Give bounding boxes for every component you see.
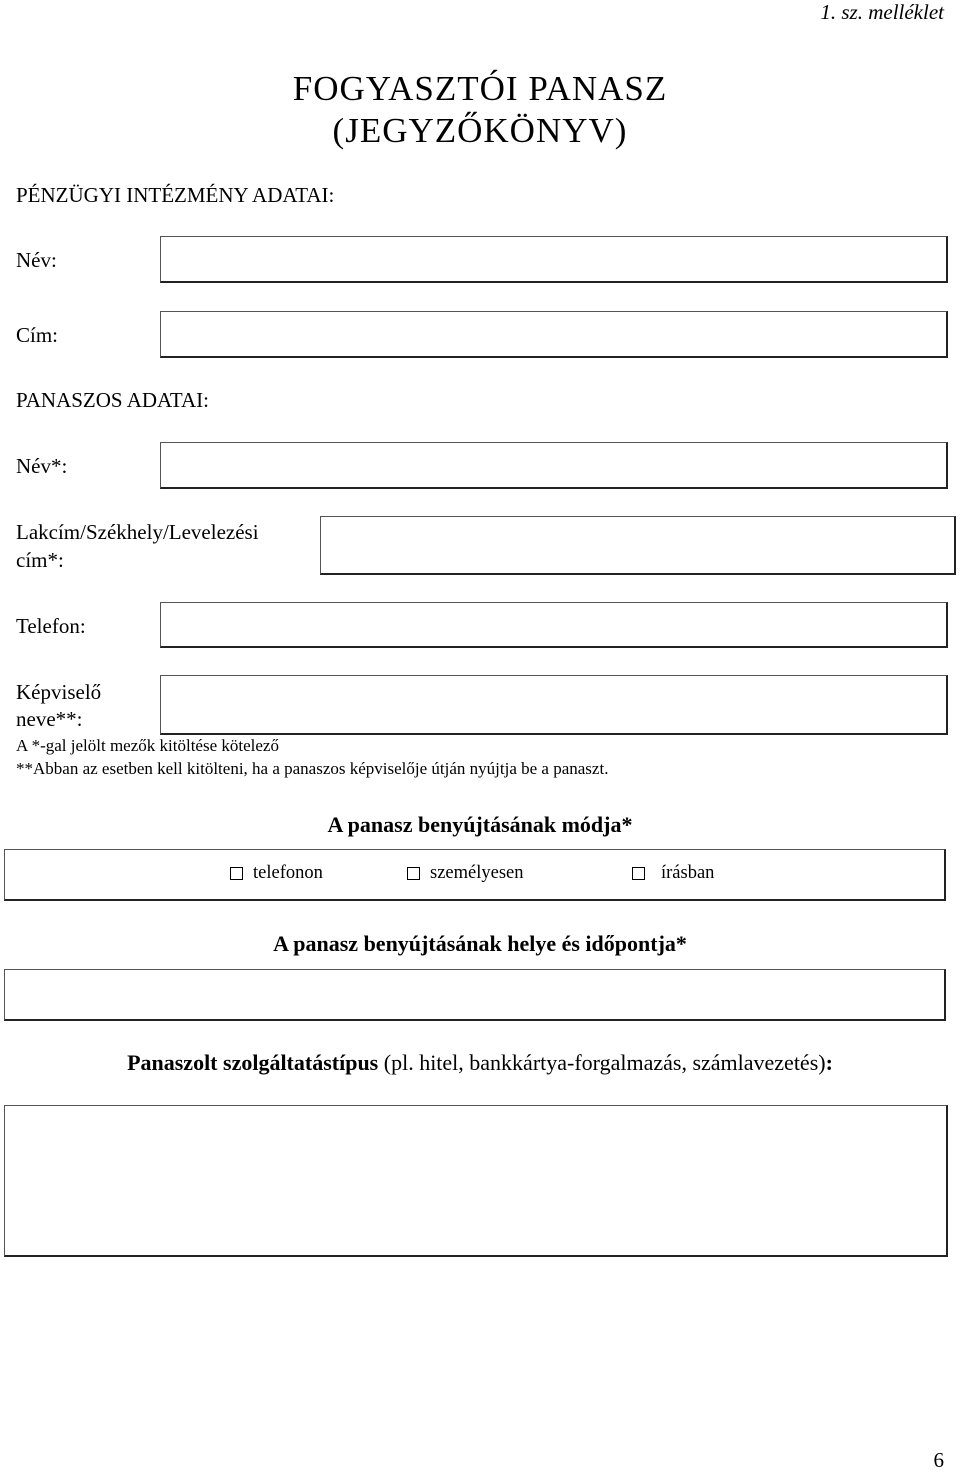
document-title: FOGYASZTÓI PANASZ <box>292 69 668 108</box>
document-subtitle: (JEGYZŐKÖNYV) <box>332 111 628 150</box>
option-phone[interactable] <box>230 863 323 884</box>
institution-name-label: Név: <box>16 248 57 272</box>
institution-section-title: PÉNZÜGYI INTÉZMÉNY ADATAI: <box>16 183 335 207</box>
service-type-field[interactable] <box>4 1105 948 1257</box>
institution-address-label: Cím: <box>16 323 59 347</box>
representative-name-field[interactable] <box>160 675 948 735</box>
place-time-heading: A panasz benyújtásának helye és időpontja* <box>273 931 687 956</box>
representative-label-1: Képviselő <box>16 680 102 704</box>
complainant-section-title: PANASZOS ADATAI: <box>16 388 209 412</box>
submission-method-box <box>4 849 946 901</box>
required-fields-note: A *-gal jelölt mezők kitöltése kötelező <box>16 736 279 755</box>
service-type-bold: Panaszolt szolgáltatástípus <box>127 1050 379 1075</box>
service-type-heading <box>0 1050 960 1076</box>
service-type-colon: : <box>825 1050 833 1075</box>
complainant-address-label-2: cím*: <box>16 548 64 572</box>
complainant-name-field[interactable] <box>160 442 948 489</box>
place-time-field[interactable] <box>4 969 946 1021</box>
submission-method-heading: A panasz benyújtásának módja* <box>327 812 633 837</box>
institution-name-field[interactable] <box>160 236 948 283</box>
service-type-examples: (pl. hitel, bankkártya-forgalmazás, számlavezetés) <box>378 1050 826 1075</box>
page-number: 6 <box>933 1448 944 1472</box>
representative-label-2: neve**: <box>16 707 83 731</box>
annex-label: 1. sz. melléklet <box>820 0 944 24</box>
option-in-writing[interactable] <box>632 863 714 884</box>
checkbox-in-person[interactable] <box>407 867 420 880</box>
checkbox-phone[interactable] <box>230 867 243 880</box>
option-in-person[interactable] <box>407 863 524 884</box>
option-in-writing-label: írásban <box>661 863 715 883</box>
institution-address-field[interactable] <box>160 311 948 358</box>
complainant-name-label: Név*: <box>16 454 68 478</box>
complainant-phone-label: Telefon: <box>16 614 86 638</box>
complainant-address-field[interactable] <box>320 516 956 575</box>
complainant-address-label-1: Lakcím/Székhely/Levelezési <box>16 520 259 544</box>
complainant-phone-field[interactable] <box>160 602 948 648</box>
option-phone-label: telefonon <box>253 863 323 883</box>
checkbox-in-writing[interactable] <box>632 867 645 880</box>
representative-note: **Abban az esetben kell kitölteni, ha a panaszos képviselője útján nyújtja be a panaszt. <box>16 759 609 778</box>
option-in-person-label: személyesen <box>430 863 524 883</box>
